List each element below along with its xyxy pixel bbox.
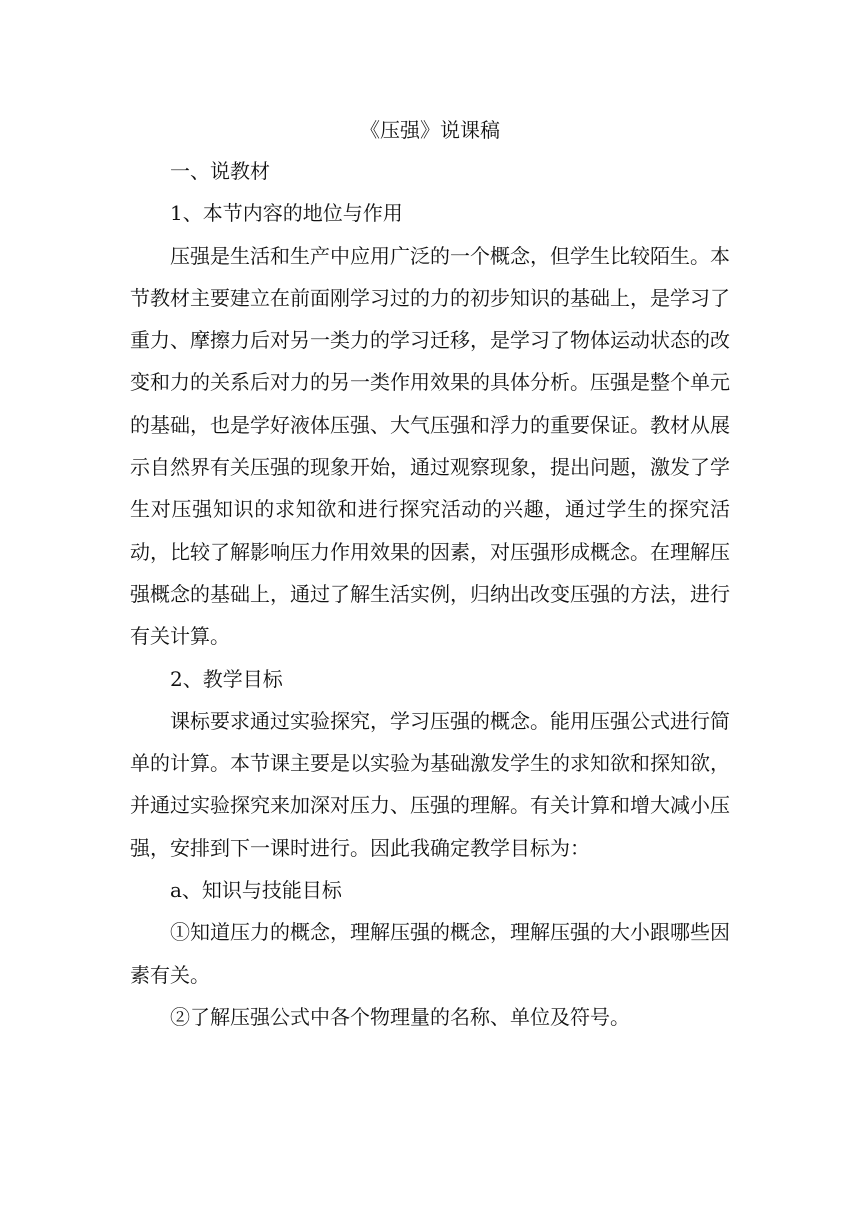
- goal-item-2: ②了解压强公式中各个物理量的名称、单位及符号。: [170, 1004, 630, 1029]
- paragraph-content-position: 压强是生活和生产中应用广泛的一个概念，但学生比较陌生。本节教材主要建立在前面刚学习过的力的初步知识的基础上，是学习了重力、摩擦力后对另一类力的学习迁移，是学习了物体运动状态的改变和力的关系后对力的另一类作用效果的具体分析。压强是整个单元的基础，也是学好液体压强、大气压强和浮力的重要保证。教材从展示自然界有关压强的现象开始，通过观察现象，提出问题，激发了学生对压强知识的求知欲和进行探究活动的兴趣，通过学生的探究活动，比较了解影响压力作用效果的因素，对压强形成概念。在理解压强概念的基础上，通过了解生活实例，归纳出改变压强的方法，进行有关计算。: [130, 243, 730, 649]
- subsection-heading-position-role: 1、本节内容的地位与作用: [170, 201, 403, 226]
- subsection-heading-teaching-goals: 2、教学目标: [170, 666, 283, 691]
- document-title: 《压强》说课稿: [360, 118, 500, 142]
- document-body: [130, 110, 730, 1038]
- goal-item-1: ①知道压力的概念，理解压强的概念，理解压强的大小跟哪些因素有关。: [130, 920, 730, 987]
- goal-heading-knowledge-skills: a、知识与技能目标: [170, 878, 342, 903]
- paragraph-curriculum-requirements: 课标要求通过实验探究，学习压强的概念。能用压强公式进行简单的计算。本节课主要是以实验为基础激发学生的求知欲和探知欲，并通过实验探究来加深对压力、压强的理解。有关计算和增大减小压强，安排到下一课时进行。因此我确定教学目标为：: [130, 708, 730, 860]
- section-heading-teaching-material: 一、说教材: [170, 159, 270, 183]
